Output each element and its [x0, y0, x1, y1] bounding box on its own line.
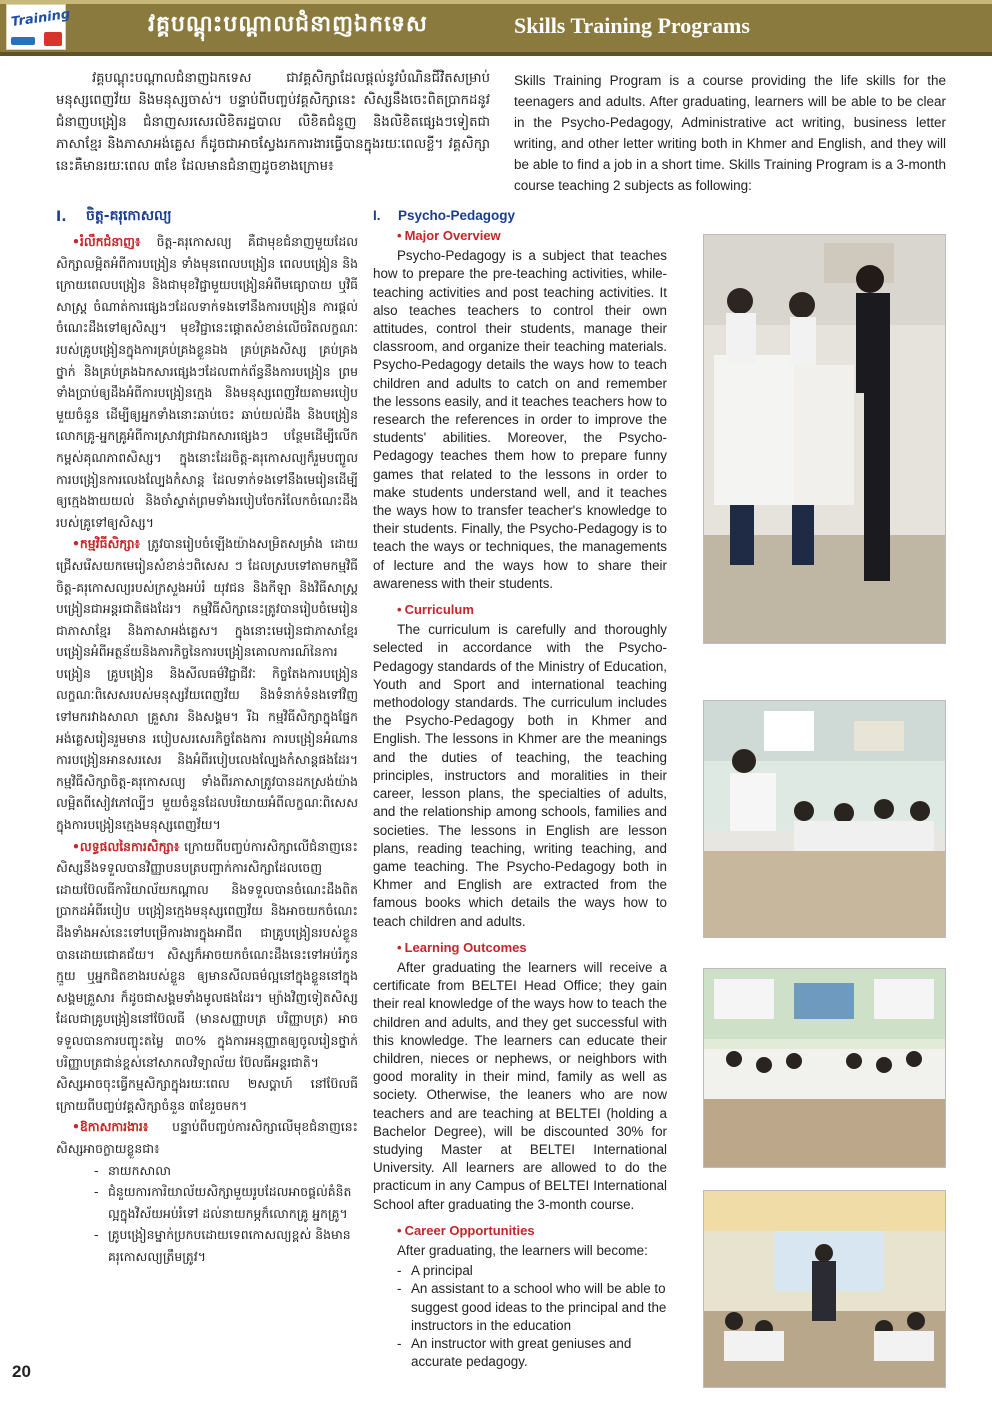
khmer-curriculum-paragraph: [56, 533, 358, 835]
khmer-section-number: I.: [56, 208, 67, 225]
khmer-curriculum-text: ត្រូវបានរៀបចំឡើងយ៉ាងសម្រិតសម្រាំង ដោយជ្រើសរើសយកមេរៀនសំខាន់ៗពិសេស ៗ ដែលស្របទៅតាមកម្មវិធី ចិត្ត-គរុកោសល្យរបស់ក្រសួងអប់រំ យុវជន និងកីឡា និងវិធីសាស្ត្របង្រៀនជាអន្តរជាតិផងដែរ។ កម្មវិធីសិក្សានេះត្រូវបានរៀបចំមេរៀនជាភាសាខ្មែរ និងភាសាអង់គ្លេស។ ក្នុងនោះមេរៀនជាភាសាខ្មែរបង្រៀនអំពីអត្ថន័យនិងភារកិច្ចនៃការបង្រៀនគោលការណ៍នៃការបង្រៀន គ្រូបង្រៀន និងសីលធម៌វិជ្ជាជីវៈ កិច្ចតែងការបង្រៀន លក្ខណៈពិសេសរបស់មនុស្សវ័យពេញវ័យ និងទំនាក់ទំនងទៅវិញទៅមករវាងសាលា គ្រួសារ និងសង្គម។ រីឯ កម្មវិធីសិក្សាក្នុងផ្នែកអង់គ្លេសរៀនរួមមាន របៀបសរសេរកិច្ចតែងការ ការបង្រៀនអំណាន ការបង្រៀនអានសរសេរ និងអំពីរបៀបលេងល្បែងកំសាន្តផងដែរ។ កម្មវិធីសិក្សាចិត្ត-គរុកោសល្យ ទាំងពីរភាសាត្រូវបានដកស្រង់យ៉ាងលម្អិតពីសៀវភៅល្បីៗ មួយចំនួនដែលបរិយាយអំពីលក្ខណៈពិសេសក្នុងការបង្រៀនក្មេងមនុស្សពេញវ័យ។: [56, 536, 358, 833]
khmer-overview-paragraph: [56, 231, 358, 533]
english-section-title: Psycho-Pedagogy: [398, 208, 516, 223]
khmer-overview-text: ចិត្ត-គរុកោសល្យ គឺជាមុខជំនាញមួយដែលសិក្សាលម្អិតអំពីការបង្រៀន ទាំងមុនពេលបង្រៀន ពេលបង្រៀន និងក្រោយពេលបង្រៀន និងជាមុខវិជ្ជាមួយបង្រៀនអំពីមធ្យោបាយ ឬវិធីសាស្ត្រ ចំណាត់ការផ្សេងៗដែលទាក់ទងទៅនឹងការបង្រៀន ការផ្តល់ចំណេះដឹងទៅឲ្យសិស្ស។ មុខវិជ្ជានេះផ្តោតសំខាន់លើចរិតលក្ខណៈរបស់គ្រូបង្រៀនក្នុងការគ្រប់គ្រងខ្លួនឯង គ្រប់គ្រងសិស្ស គ្រប់គ្រងថ្នាក់ និងគ្រប់គ្រងឯកសារផ្សេងៗដែលពាក់ព័ន្ធនឹងការបង្រៀន ព្រមទាំងប្រាប់ឲ្យដឹងអំពីការបង្រៀនក្មេង និងមនុស្សពេញវ័យតាមរបៀបមួយចំនួន ដើម្បីឲ្យអ្នកទាំងនោះឆាប់ចេះ ឆាប់យល់ដឹង និងបង្រៀនលោកគ្រូ-អ្នកគ្រូអំពីការស្រាវជ្រាវឯកសារផ្សេងៗ បន្ថែមដើម្បីលើកកម្ពស់គុណភាពសិស្ស។ ក្នុងនោះដែរចិត្ត-គរុកោសល្យក៏រួមបញ្ចូលការបង្រៀនការលេងល្បែងកំសាន្ត ដែលទាក់ទងទៅនឹងមេរៀនដើម្បីឲ្យក្មេងងាយយល់ និងចាំស្ទាត់ព្រមទាំងរបៀបចែករំលែកចំណេះដឹងរបស់គ្រូទៅឲ្យសិស្ស។: [56, 234, 358, 530]
photo-students-presenting: [703, 234, 946, 644]
list-item: - An assistant to a school who will be able to suggest good ideas to the principal and the instructors in the education: [397, 1280, 667, 1335]
logo-blue-mark: [11, 37, 35, 45]
khmer-outcomes-text: ក្រោយពីបញ្ចប់ការសិក្សាលើជំនាញនេះ សិស្សនឹងទទួលបានវិញ្ញាបនបត្របញ្ជាក់ការសិក្សាដែលចេញដោយប៊ែលធីការិយាល័យកណ្តាល និងទទួលបានចំណេះដឹងពិតប្រាកដអំពីរបៀប បង្រៀនក្មេងមនុស្សពេញវ័យ និងអាចយកចំណេះដឹងទាំងអស់នេះទៅបម្រើការងារក្នុងអាជីព ជាគ្រូបង្រៀនរបស់ខ្លួនបានដោយជោគជ័យ។ សិស្សក៏អាចយកចំណេះដឹងនេះទៅអប់រំកូនក្មួយ ឬអ្នកជិតខាងរបស់ខ្លួន ឲ្យមានសីលធម៌ល្អនៅក្នុងខ្លួននៅក្នុងសង្គមគ្រួសារ ក៏ដូចជាសង្គមទាំងមូលផងដែរ។ ម្យ៉ាងវិញទៀតសិស្សដែលជាគ្រូបង្រៀននៅប៊ែលធី (មានសញ្ញាបត្រ បរិញ្ញាបត្រ) អាចទទួលបានការបញ្ចុះតម្លៃ ៣០% ក្នុងការអនុញ្ញាតឲ្យចូលរៀនថ្នាក់បរិញ្ញាបត្រជាន់ខ្ពស់នៅសាកលវិទ្យាល័យ ប៊ែលធីអន្តរជាតិ។: [56, 838, 358, 1070]
photo-classroom-teacher: [703, 700, 946, 938]
curriculum-heading: • Curriculum: [397, 601, 667, 619]
career-opportunities-heading: • Career Opportunities: [397, 1222, 667, 1240]
intro-english: Skills Training Program is a course providing the life skills for the teenagers and adults. After graduating, learners will be able to be clear in the Psycho-Pedagogy, Administrative act writing, business letter writing, and other letter writing both in Khmer and English, and they will be able to find a job in a short time. Skills Training Program is a 3-month course teaching 2 subjects as following:: [514, 73, 946, 193]
khmer-overview-lead: •រំលឹកជំនាញ៖: [72, 234, 141, 249]
khmer-outcomes-lead: •លទ្ធផលនៃការសិក្សា៖: [72, 838, 180, 854]
list-item: - គ្រូបង្រៀនម្នាក់ប្រកបដោយទេពកោសល្យខ្ពស់ និងមានគរុកោសល្យត្រឹមត្រូវ។: [94, 1224, 358, 1267]
page-number: 20: [12, 1362, 31, 1381]
logo-text: Training: [10, 6, 72, 31]
learning-outcomes-heading: • Learning Outcomes: [397, 939, 667, 957]
khmer-body: [56, 231, 358, 1160]
khmer-career-list: [56, 1160, 358, 1268]
major-overview-text: Psycho-Pedagogy is a subject that teaches how to prepare the pre-teaching activities, while-teaching activities and post teaching activities. It also teaches teachers to control their own attitudes, control their students, manage their classroom, and organize their teaching materials. Psycho-Pedagogy details the ways how to teach children and adults to catch on and remember the lessons easily, and it teaches teachers how to research the references in order to improve the students' abilities. Moreover, the Psycho-Pedagogy teaches them how to prepare funny games that related to the lessons in order to make students understand well, and it teaches the ways how to transfer teacher's knowledge to their students. Finally, the Psycho-Pedagogy is to teach the ways or techniques, the managements of lecture and the ways how to share their awareness with their students.: [373, 248, 667, 591]
english-section-number: I.: [373, 208, 381, 223]
khmer-career-text: បន្ទាប់ពីបញ្ចប់ការសិក្សាលើមុខជំនាញនេះសិស្សអាចក្លាយខ្លួនជា៖: [56, 1119, 358, 1156]
photo-classroom-teacher-image: [704, 701, 946, 938]
english-column: [373, 208, 667, 1371]
page-header: [0, 0, 992, 56]
khmer-outcomes-paragraph: [56, 836, 358, 1074]
header-top-rule: [0, 0, 992, 4]
major-overview-heading: • Major Overview: [397, 227, 667, 245]
list-item: - An instructor with great geniuses and accurate pedagogy.: [397, 1335, 667, 1371]
khmer-career-paragraph: [56, 1116, 358, 1159]
header-bottom-rule: [0, 52, 992, 56]
khmer-section-heading: [56, 206, 358, 227]
list-item: - ជំនួយការការិយាល័យសិក្សាមួយរូបដែលអាចផ្តល់គំនិតល្អក្នុងវិស័យអប់រំទៅ ដល់នាយកម្ភក៏លោកគ្រូ អ្នកគ្រូ។: [94, 1181, 358, 1224]
career-intro-text: After graduating, the learners will become:: [397, 1242, 648, 1258]
khmer-career-lead: •ឱកាសការងារ៖: [72, 1119, 149, 1135]
learning-outcomes-text: After graduating the learners will receive a certificate from BELTEI Head Office; they gain their real knowledge of the ways how to teach the children and adults, and they get successful with this knowledge. The learners can educate their children, nieces or nephews, or neighbors with good morality in their mind, family as well as society. Otherwise, the leaners who are now teachers and are teaching at BELTEI (holding a Bachelor Degree), will be discounted 30% for studying Master at BELTEI International University. All learners are allowed to do the practicum in any Campus of BELTEI International School after graduating the 3-month course.: [373, 959, 667, 1212]
khmer-column: [56, 206, 358, 1268]
list-item: - A principal: [397, 1262, 667, 1280]
english-section-heading: [373, 208, 667, 223]
logo-red-mark: [44, 32, 62, 46]
career-list: [373, 1262, 667, 1371]
photo-classroom-presentation-image: [704, 1191, 946, 1388]
intro-khmer: វគ្គបណ្តុះបណ្តាលជំនាញឯកទេស ជាវគ្គសិក្សាដែលផ្តល់នូវបំណិនជីវិតសម្រាប់មនុស្សពេញវ័យ និងមនុស្សចាស់។ បន្ទាប់ពីបញ្ចប់វគ្គសិក្សានេះ សិស្សនឹងចេះពិតប្រាកដនូវជំនាញបង្រៀន ជំនាញសរសេរលិខិតរដ្ឋបាល លិខិតជំនួញ និងលិខិតផ្សេងៗទៀតជាភាសាខ្មែរ និងភាសាអង់គ្លេស ក៏ដូចជាអាចស្វែងរកការងារធ្វើបានក្នុងរយៈពេលខ្លី។ វគ្គសិក្សានេះគឺមានរយៈពេល ៣ខែ ដែលមានជំនាញដូចខាងក្រោម៖: [56, 71, 490, 174]
khmer-section-title: ចិត្ត-គរុកោសល្យ: [86, 208, 172, 224]
list-item: - នាយកសាលា: [94, 1160, 358, 1182]
photo-classroom-rows-image: [704, 969, 946, 1168]
header-title-khmer: វគ្គបណ្តុះបណ្តាលជំនាញឯកទេស: [148, 12, 428, 37]
photo-classroom-rows: [703, 968, 946, 1168]
header-title-english: Skills Training Programs: [514, 13, 750, 38]
khmer-practicum-paragraph: សិស្សអាចចុះធ្វើកម្មសិក្សាក្នុងរយៈពេល ២សប្តាហ៍ នៅប៊ែលធីក្រោយពីបញ្ចប់វគ្គសិក្សាចំនួន ៣ខែរួចមក។: [56, 1076, 358, 1113]
curriculum-text: The curriculum is carefully and thoroughly selected in accordance with the Psycho-Pedagogy standards of the Ministry of Education, Youth and Sport and international teaching methodology standards. The curriculum includes the Psycho-Pedagogy both in Khmer and English. The lessons in Khmer are the meanings and the duties of teaching, the teaching principles, instructors and moralities in their career, lesson plans, the specialties of adults, and the relationship among schools, families and societies. The lessons in English are lesson plans, reading teaching, writing teaching, and game teaching. The Psycho-Pedagogy both in Khmer and English are extracted from the famous books which details the ways how to teach children and adults.: [373, 622, 667, 929]
training-logo: [6, 4, 72, 50]
photo-students-presenting-image: [704, 235, 946, 644]
khmer-curriculum-lead: •កម្មវិធីសិក្សា៖: [72, 536, 140, 552]
photo-classroom-presentation: [703, 1190, 946, 1388]
